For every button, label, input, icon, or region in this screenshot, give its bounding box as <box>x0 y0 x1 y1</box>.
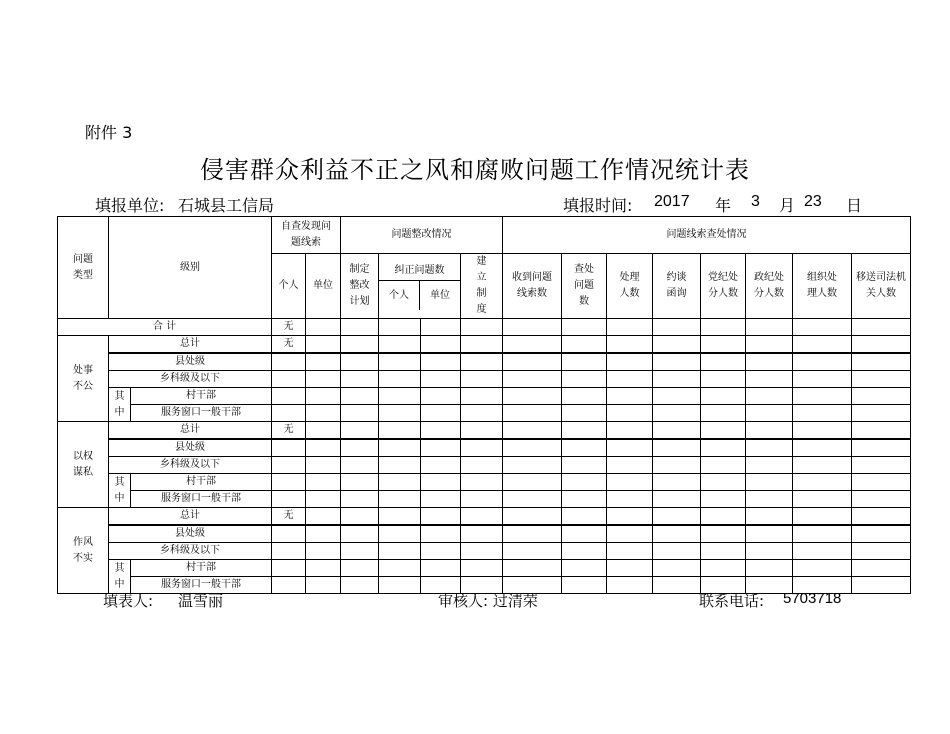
header-interview: 约谈函询 <box>653 254 701 319</box>
level-township: 乡科级及以下 <box>109 543 272 560</box>
report-day: 23 <box>804 193 822 210</box>
attachment-label: 附件 3 <box>85 123 133 142</box>
level-township: 乡科级及以下 <box>109 457 272 474</box>
reviewer: 审核人: 过清荣 <box>438 592 538 610</box>
statistics-table <box>57 216 911 594</box>
year-unit: 年 <box>715 196 732 215</box>
header-clue-handling: 问题线索查处情况 <box>503 217 911 254</box>
header-build-system: 建立制度 <box>461 254 503 319</box>
level-county: 县处级 <box>109 353 272 371</box>
report-year: 2017 <box>654 193 690 210</box>
total-row-label: 合 计 <box>58 319 272 336</box>
group-name: 以权谋私 <box>58 422 109 508</box>
level-village: 村干部 <box>131 560 272 577</box>
subtotal-value: 无 <box>272 336 306 354</box>
reporting-unit-value: 石城县工信局 <box>178 196 275 215</box>
header-correct-unit: 单位 <box>430 290 450 301</box>
day-unit: 日 <box>846 196 863 215</box>
phone-value: 5703718 <box>783 590 842 607</box>
level-village: 村干部 <box>131 388 272 405</box>
subtotal-label: 总计 <box>109 336 272 354</box>
subtotal-label: 总计 <box>109 422 272 440</box>
group-name: 处事不公 <box>58 336 109 422</box>
level-county: 县处级 <box>109 439 272 457</box>
header-org-handling: 组织处理人数 <box>793 254 852 319</box>
filler-label: 填表人: <box>103 592 154 610</box>
header-self-individual: 个人 <box>272 254 306 319</box>
header-investigated: 查处问题数 <box>562 254 607 319</box>
month-unit: 月 <box>779 196 796 215</box>
reporting-unit-label: 填报单位: <box>95 196 165 215</box>
group-name: 作风不实 <box>58 508 109 594</box>
header-make-plan: 制定整改计划 <box>341 254 379 319</box>
level-window: 服务窗口一般干部 <box>131 491 272 508</box>
level-township: 乡科级及以下 <box>109 371 272 388</box>
header-gov-discipline: 政纪处分人数 <box>746 254 793 319</box>
header-level: 级别 <box>109 217 272 319</box>
level-window: 服务窗口一般干部 <box>131 405 272 422</box>
header-problem-type: 问题类型 <box>58 217 109 319</box>
phone-label: 联系电话: <box>699 592 765 610</box>
subtotal-value: 无 <box>272 422 306 440</box>
header-party-discipline: 党纪处分人数 <box>701 254 746 319</box>
filler-name: 温雪丽 <box>178 592 224 610</box>
subtotal-label: 总计 <box>109 508 272 526</box>
total-row-value: 无 <box>272 319 306 336</box>
header-correct: 纠正问题数 <box>379 262 460 281</box>
among-label: 其中 <box>109 474 131 508</box>
level-window: 服务窗口一般干部 <box>131 577 272 594</box>
header-rectification: 问题整改情况 <box>341 217 503 254</box>
reporting-time-label: 填报时间: <box>563 196 633 215</box>
among-label: 其中 <box>109 388 131 422</box>
header-correct-individual: 个人 <box>379 281 420 310</box>
level-county: 县处级 <box>109 525 272 543</box>
page-title: 侵害群众利益不正之风和腐败问题工作情况统计表 <box>200 156 750 184</box>
header-judicial: 移送司法机关人数 <box>852 254 911 319</box>
among-label: 其中 <box>109 560 131 594</box>
header-self-check: 自查发现问题线索 <box>272 217 341 254</box>
header-correct-group <box>379 254 461 319</box>
report-month: 3 <box>751 193 760 210</box>
subtotal-value: 无 <box>272 508 306 526</box>
level-village: 村干部 <box>131 474 272 491</box>
header-received: 收到问题线索数 <box>503 254 562 319</box>
header-self-unit: 单位 <box>306 254 341 319</box>
header-handled: 处理人数 <box>607 254 653 319</box>
